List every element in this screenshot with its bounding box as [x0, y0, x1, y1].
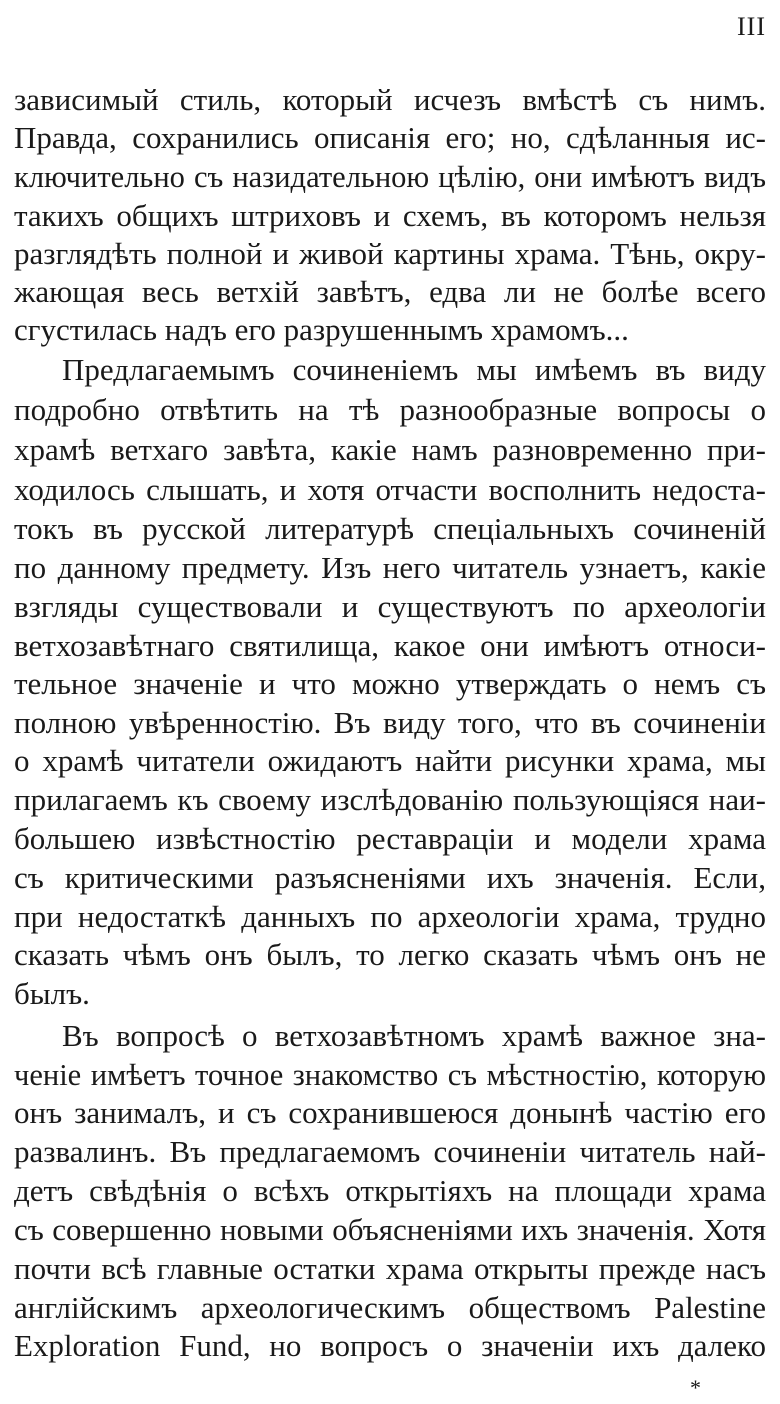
text-line: прилагаемъ къ своему изслѣдованію пользующіяся наи- [14, 782, 766, 817]
footnote-mark: * [690, 1375, 701, 1400]
text-line: ченіе имѣетъ точное знакомство съ мѣстностію, которую [14, 1058, 766, 1092]
text-line: большею извѣстностію реставраціи и модели храма [14, 821, 766, 856]
paragraph-start-line: Въ вопросѣ о ветхозавѣтномъ храмѣ важное зна- [62, 1018, 766, 1053]
text-line: о храмѣ читатели ожидаютъ найти рисунки храма, мы [14, 743, 766, 778]
text-line: детъ свѣдѣнія о всѣхъ открытіяхъ на площади храма [14, 1173, 766, 1208]
text-line: сгустилась надъ его разрушеннымъ храмомъ... [14, 312, 629, 347]
text-line: взгляды существовали и существуютъ по археологіи [14, 589, 766, 624]
text-line: былъ. [14, 976, 90, 1011]
text-line: ветхозавѣтнаго святилища, какое они имѣютъ относи- [14, 628, 766, 663]
text-line: съ совершенно новыми объясненіями ихъ значенія. Хотя [14, 1212, 766, 1247]
text-line: съ критическими разъясненіями ихъ значенія. Если, [14, 860, 766, 895]
text-line: токъ въ русской литературѣ спеціальныхъ сочиненій [14, 511, 766, 546]
text-line: зависимый стиль, который исчезъ вмѣстѣ съ нимъ. [14, 82, 766, 117]
text-line: почти всѣ главные остатки храма открыты прежде насъ [14, 1251, 766, 1286]
text-line: полною увѣренностію. Въ виду того, что въ сочиненіи [14, 705, 766, 740]
text-line: развалинъ. Въ предлагаемомъ сочиненіи читатель най- [14, 1134, 766, 1169]
text-line: жающая весь ветхій завѣтъ, едва ли не болѣе всего [14, 274, 766, 309]
paragraph-start-line: Предлагаемымъ сочиненіемъ мы имѣемъ въ виду [62, 352, 766, 387]
text-line: при недостаткѣ данныхъ по археологіи храма, трудно [14, 899, 766, 934]
text-line: англійскимъ археологическимъ обществомъ Palestine [14, 1290, 766, 1325]
text-line: Exploration Fund, но вопросъ о значеніи ихъ далеко [14, 1328, 766, 1363]
text-line: онъ занималъ, и съ сохранившеюся донынѣ частію его [14, 1095, 766, 1130]
text-line: ходилось слышать, и хотя отчасти восполнить недоста- [14, 472, 766, 507]
text-line: тельное значеніе и что можно утверждать о немъ съ [14, 666, 766, 701]
text-line: по данному предмету. Изъ него читатель узнаетъ, какіе [14, 550, 766, 585]
text-line: подробно отвѣтить на тѣ разнообразные вопросы о [14, 392, 766, 427]
text-line: разглядѣть полной и живой картины храма. Тѣнь, окру- [14, 236, 766, 271]
page-number: III [737, 12, 766, 41]
text-line: такихъ общихъ штриховъ и схемъ, въ которомъ нельзя [14, 198, 766, 233]
text-line: храмѣ ветхаго завѣта, какіе намъ разновременно при- [14, 432, 766, 467]
text-line: ключительно съ назидательною цѣлію, они имѣютъ видъ [14, 160, 766, 194]
text-line: Правда, сохранились описанія его; но, сдѣланныя ис- [14, 120, 766, 155]
text-line: сказать чѣмъ онъ былъ, то легко сказать чѣмъ онъ не [14, 937, 766, 972]
